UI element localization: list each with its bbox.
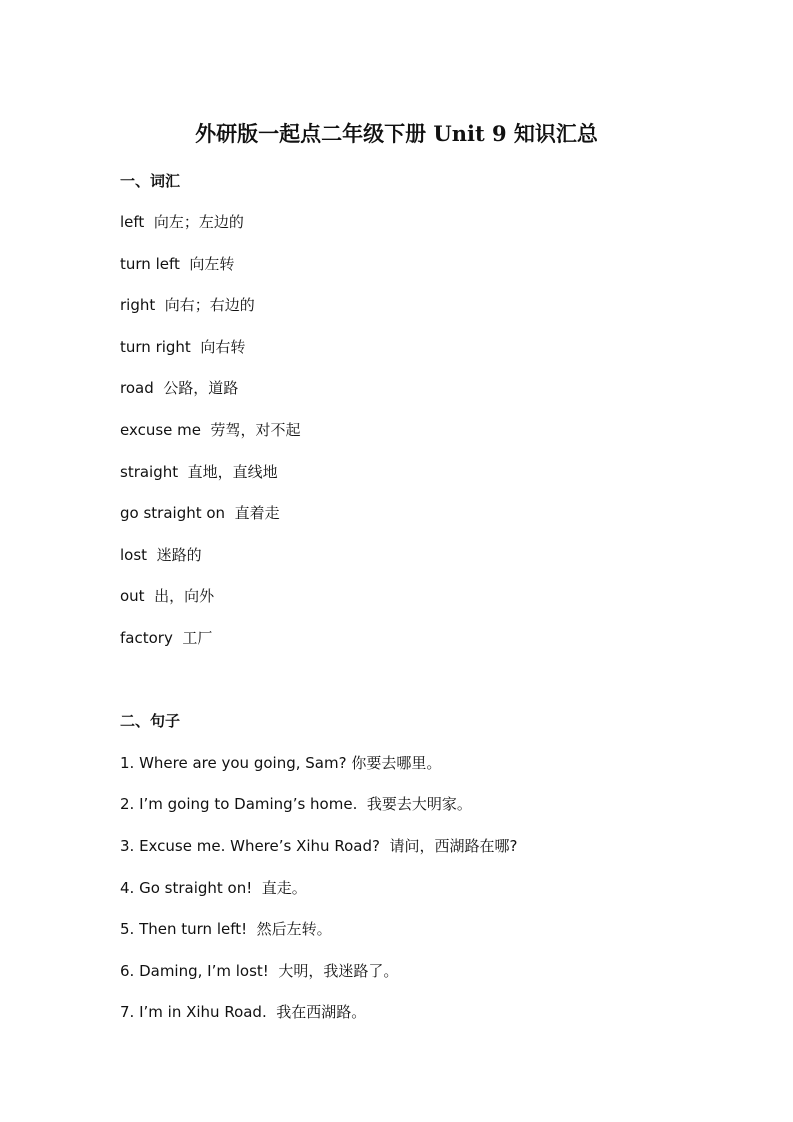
sentence-item: 7. I’m in Xihu Road. 我在西湖路。 — [120, 1003, 367, 1021]
vocab-item: straight 直地，直线地 — [120, 463, 278, 481]
sentence-item: 5. Then turn left! 然后左转。 — [120, 920, 332, 938]
vocab-item: out 出，向外 — [120, 587, 215, 605]
sentence-item: 4. Go straight on! 直走。 — [120, 879, 307, 897]
vocab-item: factory 工厂 — [120, 629, 213, 647]
section-heading-vocabulary: 一、词汇 — [120, 172, 181, 190]
sentence-item: 2. I’m going to Daming’s home. 我要去大明家。 — [120, 795, 472, 813]
section-heading-sentences: 二、句子 — [120, 712, 181, 730]
sentence-item: 6. Daming, I’m lost! 大明，我迷路了。 — [120, 962, 399, 980]
vocab-item: excuse me 劳驾，对不起 — [120, 421, 301, 439]
vocab-item: right 向右；右边的 — [120, 296, 255, 314]
vocab-item: turn left 向左转 — [120, 255, 235, 273]
vocab-item: lost 迷路的 — [120, 546, 202, 564]
vocab-item: road 公路，道路 — [120, 379, 239, 397]
page-title: 外研版一起点二年级下册 Unit 9 知识汇总 — [195, 121, 598, 146]
sentence-item: 1. Where are you going, Sam? 你要去哪里。 — [120, 754, 442, 772]
vocab-item: left 向左；左边的 — [120, 213, 244, 231]
sentence-item: 3. Excuse me. Where’s Xihu Road? 请问，西湖路在哪? — [120, 837, 518, 855]
vocab-item: go straight on 直着走 — [120, 504, 280, 522]
vocab-item: turn right 向右转 — [120, 338, 246, 356]
